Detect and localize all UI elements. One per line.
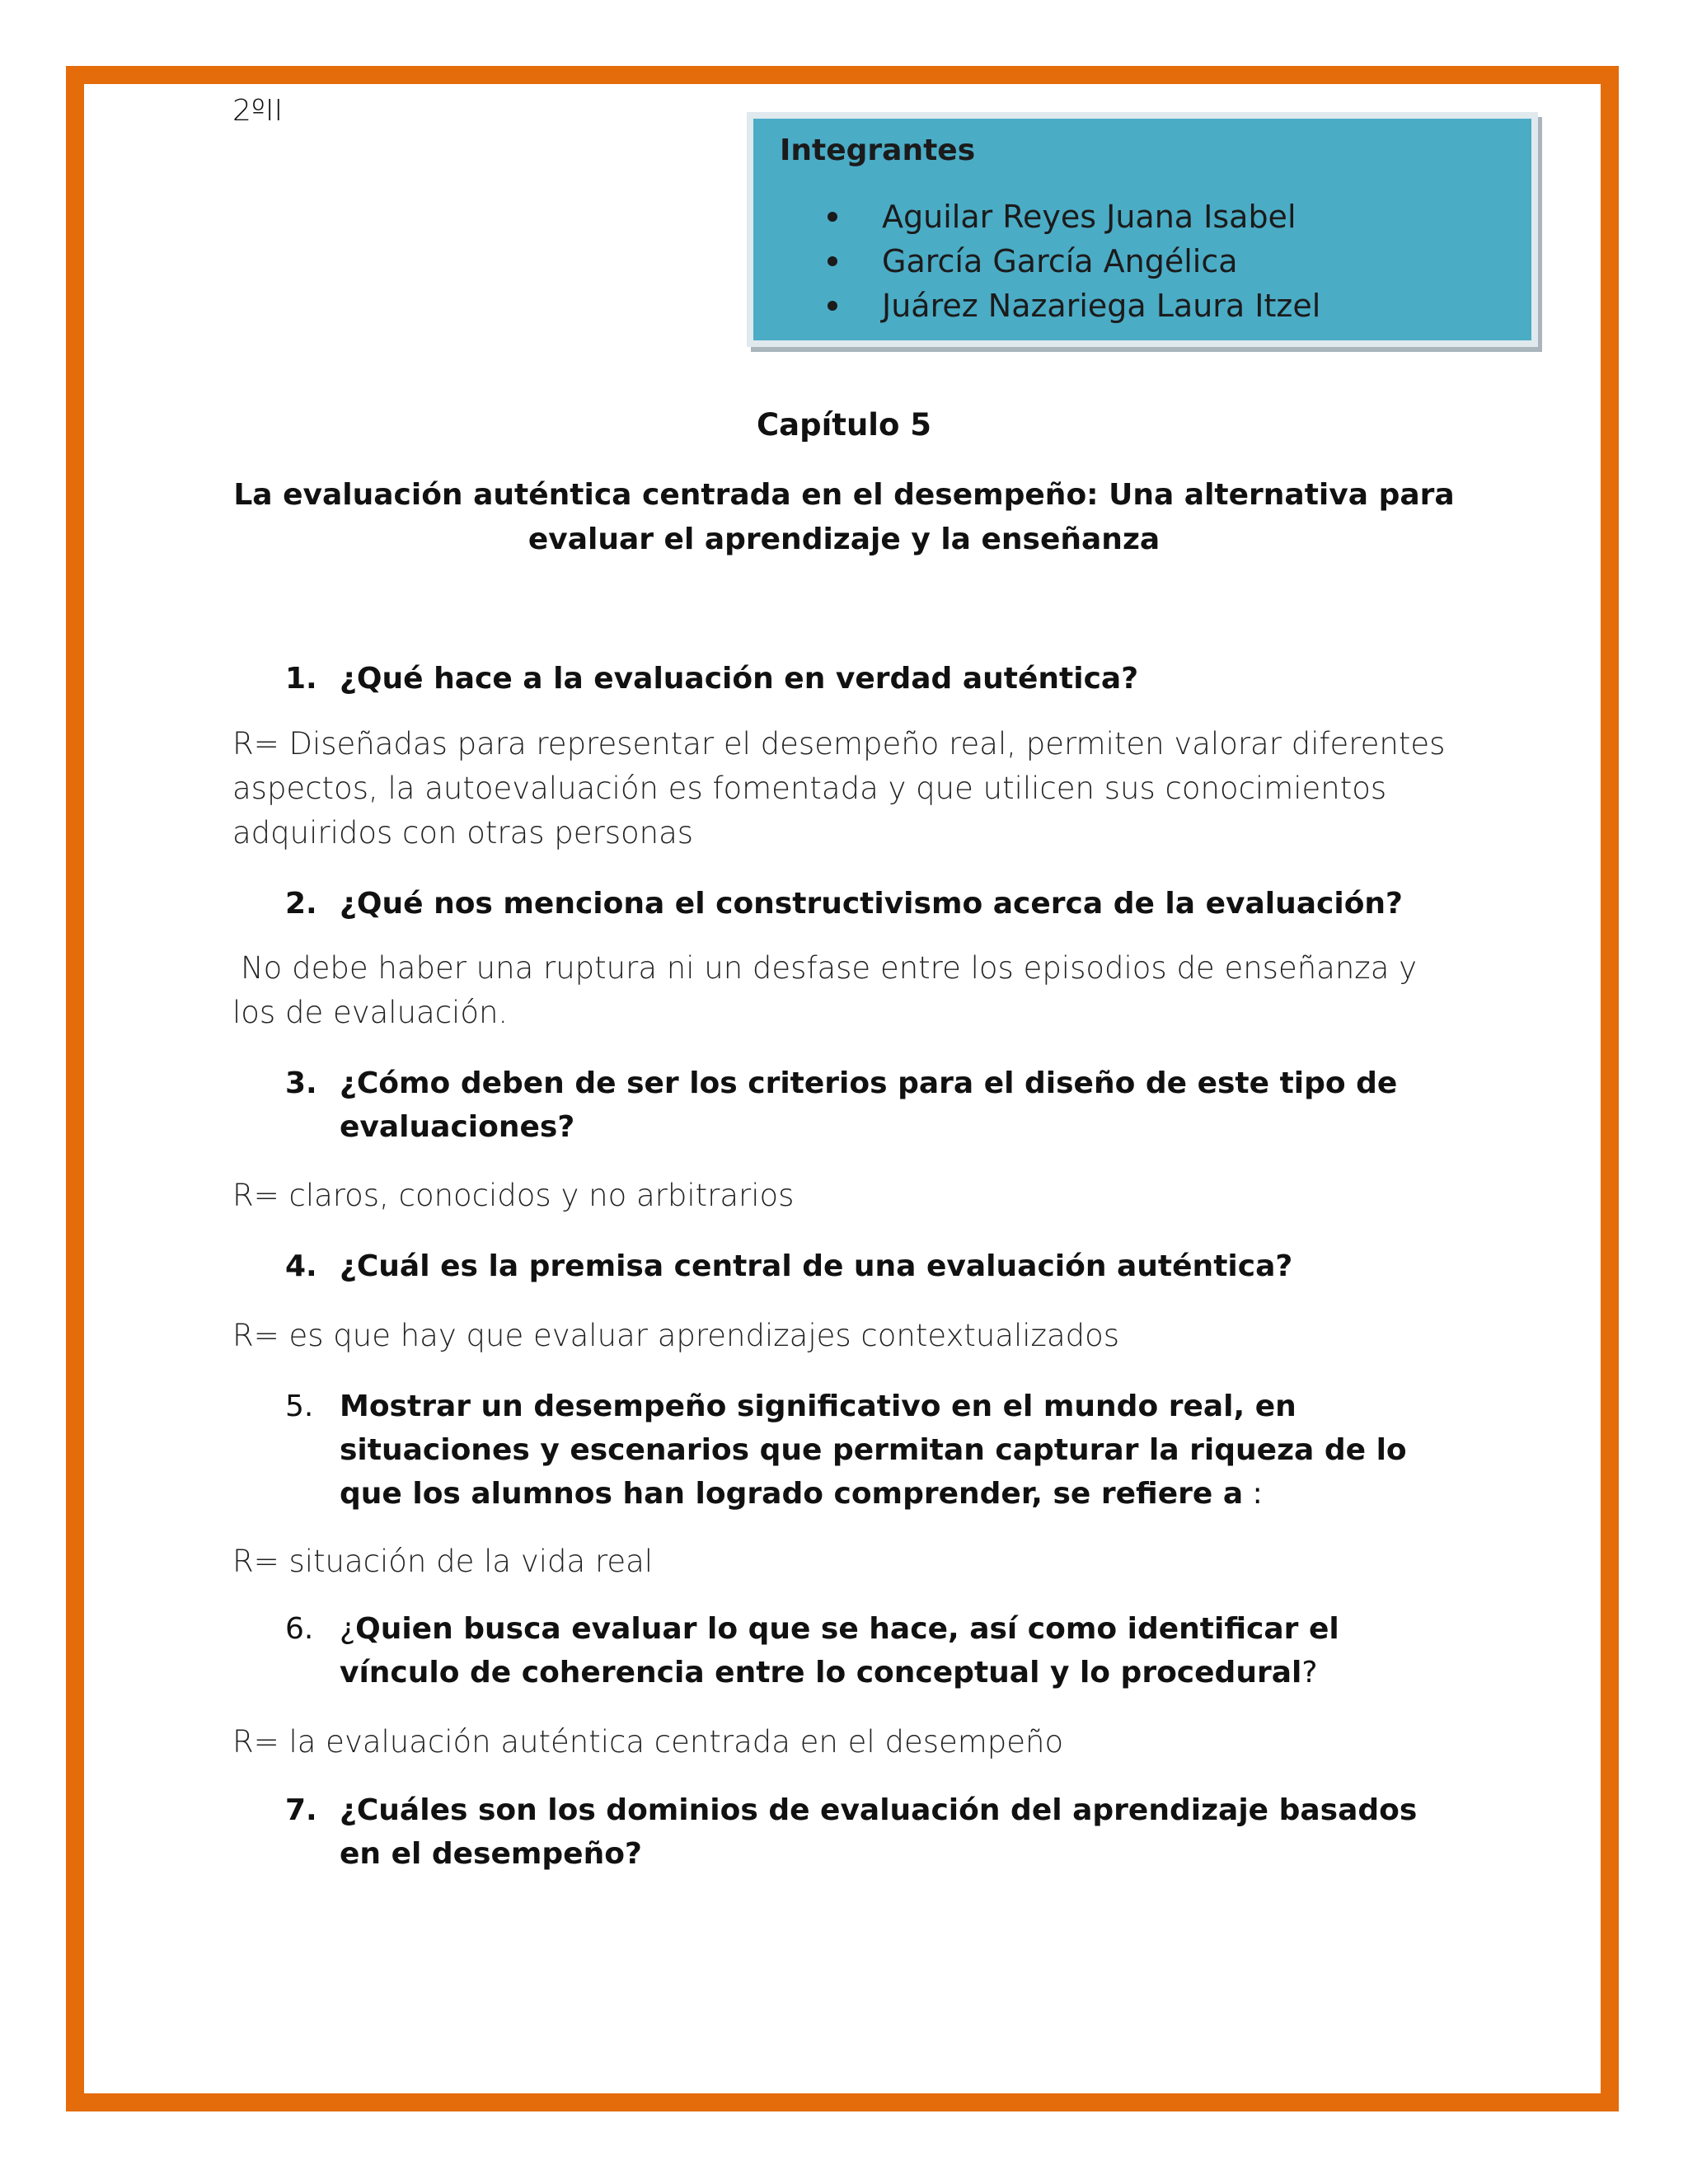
member-item — [828, 284, 1320, 328]
question-number: 7. — [285, 1793, 317, 1827]
question-start-mark: ¿ — [340, 1612, 356, 1646]
answer-5: R= situación de la vida real — [232, 1544, 654, 1579]
bullet-icon — [828, 212, 837, 222]
question-2 — [285, 882, 1456, 926]
chapter-heading: Capítulo 5 — [756, 407, 932, 443]
document-title: La evaluación auténtica centrada en el desempeño: Una alternativa para evaluar el aprendizaje y la enseñanza — [233, 478, 1455, 556]
members-box — [747, 112, 1538, 347]
question-body: Quien busca evaluar lo que se hace, así como identificar el vínculo de coherencia entre lo conceptual y lo procedural — [340, 1612, 1339, 1690]
question-number: 6. — [285, 1612, 314, 1646]
grade-label: 2ºII — [232, 94, 284, 128]
member-item — [828, 194, 1320, 239]
question-number: 2. — [285, 887, 317, 921]
member-item — [828, 239, 1320, 284]
question-4 — [285, 1244, 1456, 1288]
question-text — [340, 1385, 1456, 1516]
question-body: Mostrar un desempeño significativo en el mundo real, en situaciones y escenarios que permitan capturar la riqueza de lo que los alumnos han logrado comprender, se refiere a — [340, 1390, 1407, 1511]
question-text: ¿Cuáles son los dominios de evaluación del aprendizaje basados en el desempeño? — [340, 1793, 1418, 1871]
question-text: ¿Qué hace a la evaluación en verdad auténtica? — [340, 662, 1139, 696]
question-text: ¿Cuál es la premisa central de una evaluación auténtica? — [340, 1249, 1293, 1283]
member-name: Juárez Nazariega Laura Itzel — [882, 288, 1321, 324]
members-list — [828, 194, 1320, 328]
question-7 — [285, 1788, 1456, 1876]
bullet-icon — [828, 256, 837, 266]
question-5 — [285, 1385, 1456, 1516]
answer-6: R= la evaluación auténtica centrada en el desempeño — [232, 1724, 1064, 1760]
member-name: García García Angélica — [882, 243, 1238, 279]
question-3 — [285, 1062, 1456, 1149]
members-title: Integrantes — [780, 134, 976, 167]
question-end-mark: : — [1243, 1477, 1263, 1511]
question-number: 5. — [285, 1390, 314, 1423]
question-number: 4. — [285, 1249, 317, 1283]
question-text: ¿Cómo deben de ser los criterios para el diseño de este tipo de evaluaciones? — [340, 1066, 1398, 1144]
answer-1: R= Diseñadas para representar el desempeño real, permiten valorar diferentes aspectos, la autoevaluación es fomentada y que utilicen sus conocimientos adquiridos con otras personas — [232, 726, 1446, 851]
question-text — [340, 1607, 1456, 1694]
bullet-icon — [828, 301, 837, 311]
question-text: ¿Qué nos menciona el constructivismo acerca de la evaluación? — [340, 887, 1403, 921]
question-6 — [285, 1607, 1456, 1694]
answer-3: R= claros, conocidos y no arbitrarios — [232, 1178, 795, 1213]
answer-2: No debe haber una ruptura ni un desfase entre los episodios de enseñanza y los de evaluación. — [232, 950, 1418, 1030]
question-number: 3. — [285, 1066, 317, 1100]
member-name: Aguilar Reyes Juana Isabel — [882, 199, 1296, 235]
answer-4: R= es que hay que evaluar aprendizajes contextualizados — [232, 1318, 1120, 1353]
question-number: 1. — [285, 662, 317, 696]
question-end-mark: ? — [1301, 1656, 1318, 1690]
question-1 — [285, 657, 1456, 701]
